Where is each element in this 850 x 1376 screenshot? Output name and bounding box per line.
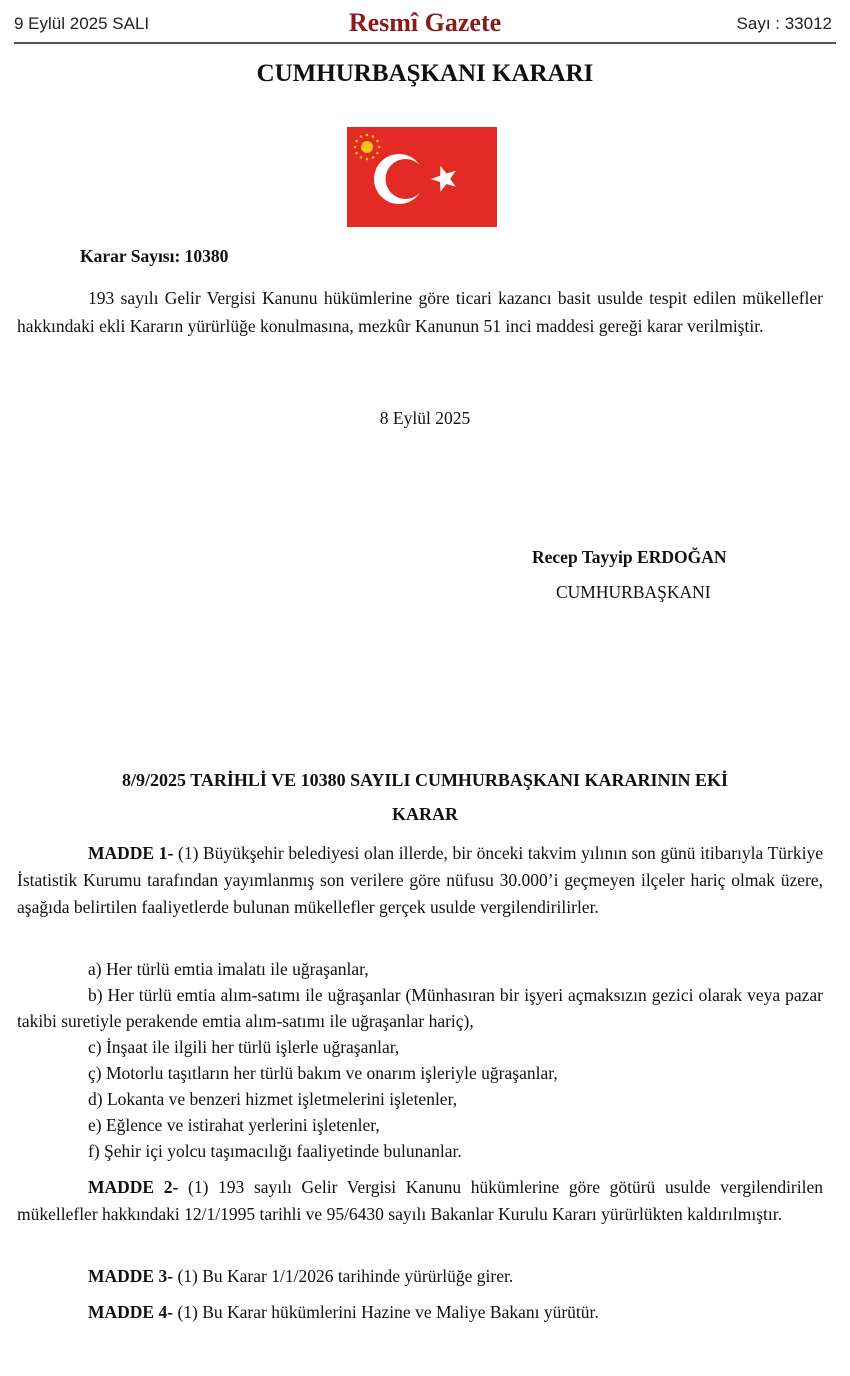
article-4-label: MADDE 4-: [88, 1302, 174, 1322]
article-3-text: (1) Bu Karar 1/1/2026 tarihinde yürürlüğe girer.: [177, 1266, 514, 1286]
signer-name: Recep Tayyip ERDOĞAN: [532, 547, 727, 567]
article-3-label: MADDE 3-: [88, 1266, 174, 1286]
article-1-label: MADDE 1-: [88, 843, 174, 863]
list-item-cc: ç) Motorlu taşıtların her türlü bakım ve onarım işleriyle uğraşanlar,: [88, 1063, 558, 1083]
article-1-text: (1) Büyükşehir belediyesi olan illerde, bir önceki takvim yılının son günü itibarıyla Türkiye İstatistik Kurumu tarafından yayımlanmış son verilere göre nüfusu 30.000’i geçmeyen ilçeler hariç olmak üzere, aşağıda belirtilen faaliyetlerde bulunan mükellefler gerçek usulde vergilendirilirler.: [17, 843, 824, 917]
article-2-text: (1) 193 sayılı Gelir Vergisi Kanunu hükümlerine göre götürü usulde vergilendirilen mükellefler hakkındaki 12/1/1995 tarihli ve 95/6430 sayılı Bakanlar Kurulu Kararı yürürlükten kaldırılmıştır.: [17, 1177, 823, 1224]
list-item-c: c) İnşaat ile ilgili her türlü işlerle uğraşanlar,: [88, 1037, 400, 1057]
article-4: [17, 1298, 823, 1326]
annex-title-line2: KARAR: [392, 804, 458, 824]
gazette-issue-number: Sayı : 33012: [736, 14, 832, 33]
article-4-text: (1) Bu Karar hükümlerini Hazine ve Maliye Bakanı yürütür.: [177, 1302, 599, 1322]
list-item-f: f) Şehir içi yolcu taşımacılığı faaliyetinde bulunanlar.: [88, 1141, 462, 1161]
document-title: CUMHURBAŞKANI KARARI: [256, 60, 594, 87]
decision-number: Karar Sayısı: 10380: [80, 246, 229, 266]
gazette-date: 9 Eylül 2025 SALI: [14, 14, 150, 33]
signer-title: CUMHURBAŞKANI: [556, 582, 711, 602]
annex-title-line1: 8/9/2025 TARİHLİ VE 10380 SAYILI CUMHURBAŞKANI KARARININ EKİ: [122, 770, 728, 790]
list-item-e: e) Eğlence ve istirahat yerlerini işletenler,: [88, 1115, 380, 1135]
turkish-presidential-flag-icon: [347, 127, 497, 227]
article-2-label: MADDE 2-: [88, 1177, 179, 1197]
intro-paragraph: [17, 284, 823, 340]
list-item-b: b) Her türlü emtia alım-satımı ile uğraşanlar (Münhasıran bir işyeri açmaksızın gezici olarak veya pazar takibi suretiyle perakende emtia alım-satımı ile uğraşanlar hariç),: [17, 985, 823, 1031]
article-1: [17, 840, 823, 921]
article-3: [17, 1262, 823, 1290]
article-2: [17, 1174, 823, 1228]
gazette-title: Resmî Gazete: [348, 8, 502, 37]
decision-date: 8 Eylül 2025: [379, 408, 471, 428]
list-item-a: a) Her türlü emtia imalatı ile uğraşanlar,: [88, 959, 369, 979]
intro-paragraph-text: 193 sayılı Gelir Vergisi Kanunu hükümlerine göre ticari kazancı basit usulde tespit edilen mükellefler hakkındaki ekli Kararın yürürlüğe konulmasına, mezkûr Kanunun 51 inci maddesi gereği karar verilmiştir.: [17, 288, 823, 336]
masthead: [14, 6, 836, 40]
masthead-divider: [14, 42, 836, 44]
annex-title: [40, 763, 810, 831]
list-item-d: d) Lokanta ve benzeri hizmet işletmelerini işletenler,: [88, 1089, 458, 1109]
